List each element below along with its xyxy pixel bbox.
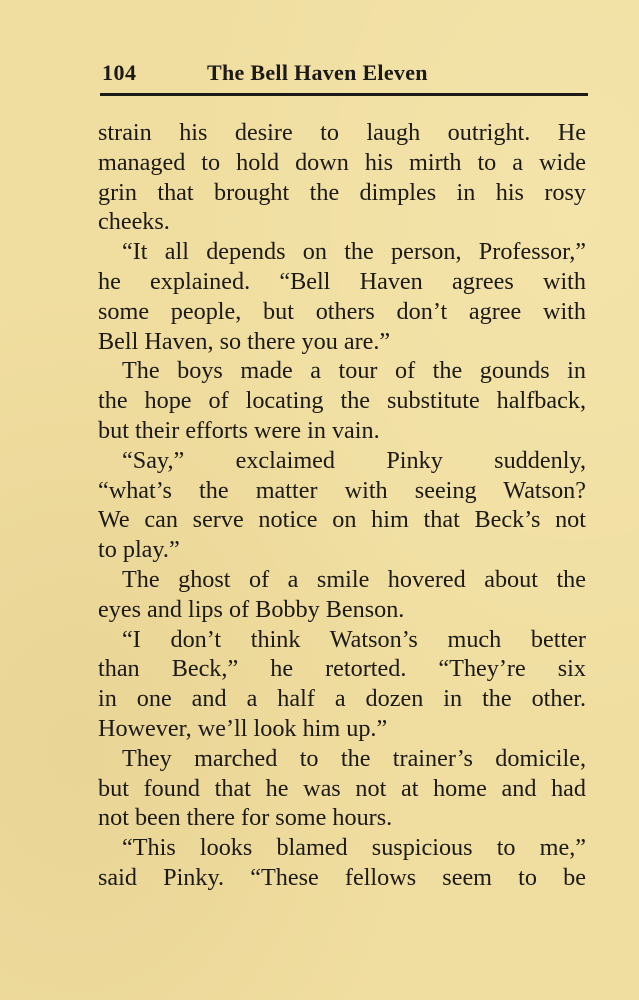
text-line: but found that he was not at home and had [98, 774, 586, 802]
text-line: “This looks blamed suspicious to me,” [122, 834, 586, 862]
text-line: some people, but others don’t agree with [98, 297, 586, 325]
text-line: he explained. “Bell Haven agrees with [98, 267, 586, 295]
text-line: strain his desire to laugh outright. He [98, 119, 586, 146]
text-line: than Beck,” he retorted. “They’re six [98, 655, 586, 683]
text-line: in one and a half a dozen in the other. [98, 685, 586, 713]
text-line: “what’s the matter with seeing Watson? [98, 476, 586, 504]
text-line: said Pinky. “These fellows seem to be [98, 863, 586, 891]
text-line: “Say,” exclaimed Pinky suddenly, [122, 446, 586, 474]
text-line: cheeks. [98, 208, 170, 236]
text-line: but their efforts were in vain. [98, 416, 380, 444]
text-line: grin that brought the dimples in his rosy [98, 178, 586, 206]
text-line: to play.” [98, 536, 180, 564]
text-line: They marched to the trainer’s domicile, [122, 744, 586, 772]
text-line: “It all depends on the person, Professor,” [122, 238, 586, 266]
text-line: managed to hold down his mirth to a wide [98, 148, 586, 176]
text-line: Bell Haven, so there you are.” [98, 327, 391, 355]
header-rule [100, 93, 588, 96]
text-line: We can serve notice on him that Beck’s not [98, 506, 586, 534]
text-line: The boys made a tour of the gounds in [122, 357, 586, 385]
running-title: The Bell Haven Eleven [207, 60, 428, 85]
text-line: The ghost of a smile hovered about the [122, 565, 586, 593]
text-line: eyes and lips of Bobby Benson. [98, 595, 405, 623]
text-line: However, we’ll look him up.” [98, 714, 388, 742]
text-line: not been there for some hours. [98, 804, 393, 832]
body-text [98, 118, 586, 893]
page-header [100, 56, 588, 92]
page-number: 104 [102, 60, 137, 85]
text-line: the hope of locating the substitute halfback, [98, 387, 586, 415]
text-line: “I don’t think Watson’s much better [122, 625, 586, 653]
